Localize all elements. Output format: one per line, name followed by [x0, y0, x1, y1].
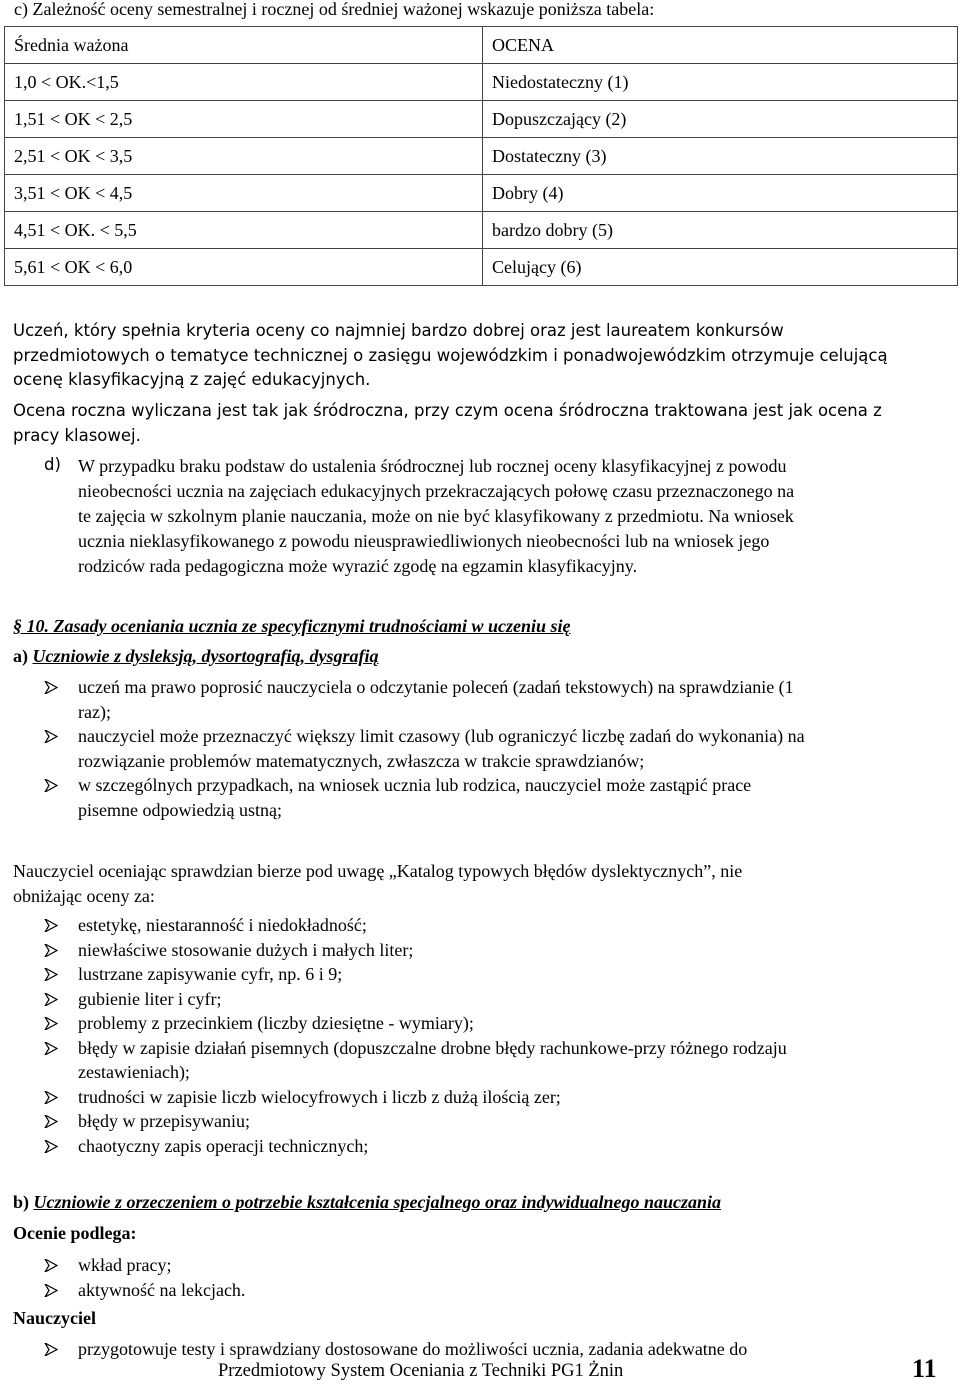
- arrow-bullet-icon: [44, 1036, 58, 1055]
- subheading-title: Uczniowie z orzeczeniem o potrzebie kształcenia specjalnego oraz indywidualnego nauczania: [33, 1192, 722, 1212]
- table-row: [5, 249, 958, 286]
- list-item: [44, 1337, 747, 1362]
- text-line: ocenę klasyfikacyjną z zajęć edukacyjnych.: [13, 370, 371, 389]
- text-line: niewłaściwe stosowanie dużych i małych liter;: [78, 939, 414, 960]
- list-item: [44, 962, 787, 987]
- list-item: [44, 724, 805, 773]
- text-line: nieobecności ucznia na zajęciach edukacyjnych przekraczających połowę czasu przeznaczonego na: [78, 481, 795, 501]
- arrow-bullet-icon: [44, 724, 58, 743]
- list-item: [44, 1134, 787, 1159]
- list-item: [44, 1278, 245, 1303]
- text-line: obniżając oceny za:: [13, 886, 155, 906]
- list-item: [44, 675, 805, 724]
- arrow-bullet-icon: [44, 1085, 58, 1104]
- teacher-duties-list: [44, 1337, 747, 1362]
- list-item: [44, 1109, 787, 1134]
- table-cell: 1,0 < OK.<1,5: [5, 64, 483, 101]
- subheading-b: [13, 1192, 721, 1213]
- table-row: [5, 138, 958, 175]
- table-header-row: [5, 27, 958, 64]
- section-title: Zasady oceniania ucznia ze specyficznymi trudnościami w uczeniu się: [53, 616, 571, 636]
- text-line: nauczyciel może przeznaczyć większy limit czasowy (lub ograniczyć liczbę zadań do wykonania) na: [78, 726, 805, 746]
- text-line: w szczególnych przypadkach, na wniosek ucznia lub rodzica, nauczyciel może zastąpić prace: [78, 775, 752, 795]
- label-nauczyciel: Nauczyciel: [13, 1308, 96, 1328]
- arrow-bullet-icon: [44, 675, 58, 694]
- text-line: lustrzane zapisywanie cyfr, np. 6 i 9;: [78, 964, 343, 984]
- text-line: błędy w przepisywaniu;: [78, 1111, 250, 1131]
- paragraph-annual-grade: [13, 399, 882, 448]
- text-line: W przypadku braku podstaw do ustalenia śródrocznej lub rocznej oceny klasyfikacyjnej z powodu: [78, 456, 787, 476]
- paragraph-teacher: [13, 859, 742, 909]
- text-line: rodziców rada pedagogiczna może wyrazić zgodę na egzamin klasyfikacyjny.: [78, 556, 638, 576]
- subheading-a: [13, 646, 379, 667]
- list-item: [44, 913, 787, 938]
- assessment-list: [44, 1253, 245, 1302]
- text-line: aktywność na lekcjach.: [78, 1279, 246, 1300]
- text-line: uczeń ma prawo poprosić nauczyciela o odczytanie poleceń (zadań tekstowych) na sprawdzianie (1: [78, 677, 794, 697]
- text-line: ucznia nieklasyfikowanego z powodu nieusprawiedliwionych nieobecności lub na wniosek jego: [78, 531, 770, 551]
- text-line: przygotowuje testy i sprawdziany dostosowane do możliwości ucznia, zadania adekwatne do: [78, 1339, 748, 1359]
- label-ocenie-podlega: Ocenie podlega:: [13, 1223, 137, 1243]
- table-cell: 5,61 < OK < 6,0: [5, 249, 483, 286]
- table-cell: bardzo dobry (5): [483, 212, 958, 249]
- page-number: 11: [912, 1354, 937, 1383]
- text-line: estetykę, niestaranność i niedokładność;: [78, 915, 367, 935]
- accommodations-list: [44, 675, 805, 822]
- arrow-bullet-icon: [44, 1011, 58, 1030]
- list-item: [44, 938, 787, 963]
- text-line: chaotyczny zapis operacji technicznych;: [78, 1135, 369, 1156]
- subheading-letter: b): [13, 1192, 30, 1212]
- table-cell: Dobry (4): [483, 175, 958, 212]
- paragraph-laureate: [13, 319, 888, 393]
- text-line: przedmiotowych o tematyce technicznej o zasięgu wojewódzkim i ponadwojewódzkim otrzymuje celującą: [13, 345, 888, 365]
- table-cell: Dostateczny (3): [483, 138, 958, 175]
- arrow-bullet-icon: [44, 773, 58, 792]
- table-row: [5, 175, 958, 212]
- text-line: zestawieniach);: [78, 1062, 190, 1082]
- table-cell: Niedostateczny (1): [483, 64, 958, 101]
- table-row: [5, 64, 958, 101]
- text-line: wkład pracy;: [78, 1255, 172, 1275]
- table-cell: Dopuszczający (2): [483, 101, 958, 138]
- list-item: [44, 1036, 787, 1085]
- text-line: pisemne odpowiedzią ustną;: [78, 799, 282, 820]
- table-row: [5, 101, 958, 138]
- text-line: raz);: [78, 701, 111, 722]
- arrow-bullet-icon: [44, 1109, 58, 1128]
- list-item: [44, 987, 787, 1012]
- arrow-bullet-icon: [44, 987, 58, 1006]
- table-cell: 3,51 < OK < 4,5: [5, 175, 483, 212]
- section-heading-10: [13, 616, 571, 637]
- arrow-bullet-icon: [44, 962, 58, 981]
- text-line: gubienie liter i cyfr;: [78, 988, 222, 1009]
- list-item: [44, 773, 805, 822]
- table-header-cell: OCENA: [483, 27, 958, 64]
- arrow-bullet-icon: [44, 1134, 58, 1153]
- list-marker-d: d): [44, 455, 61, 474]
- arrow-bullet-icon: [44, 913, 58, 932]
- subheading-title: Uczniowie z dysleksją, dysortografią, dysgrafią: [32, 646, 379, 666]
- list-item: [44, 1085, 787, 1110]
- text-line: błędy w zapisie działań pisemnych (dopuszczalne drobne błędy rachunkowe-przy różnego rodzaju: [78, 1037, 787, 1058]
- paragraph-d: [78, 454, 794, 579]
- text-line: trudności w zapisie liczb wielocyfrowych i liczb z dużą ilością zer;: [78, 1086, 561, 1107]
- text-line: problemy z przecinkiem (liczby dziesiętne - wymiary);: [78, 1013, 474, 1033]
- grade-table: [4, 26, 958, 286]
- table-cell: 2,51 < OK < 3,5: [5, 138, 483, 175]
- text-line: Nauczyciel oceniając sprawdzian bierze pod uwagę „Katalog typowych błędów dyslektycznych”, nie: [13, 861, 743, 881]
- arrow-bullet-icon: [44, 1278, 58, 1297]
- text-line: Uczeń, który spełnia kryteria oceny co najmniej bardzo dobrej oraz jest laureatem konkursów: [13, 321, 784, 340]
- text-line: rozwiązanie problemów matematycznych, zwłaszcza w trakcie sprawdzianów;: [78, 750, 645, 771]
- table-cell: Celujący (6): [483, 249, 958, 286]
- text-line: Ocena roczna wyliczana jest tak jak śródroczna, przy czym ocena śródroczna traktowana jest jak ocena z: [13, 401, 882, 420]
- text-line: pracy klasowej.: [13, 425, 141, 445]
- table-cell: 1,51 < OK < 2,5: [5, 101, 483, 138]
- arrow-bullet-icon: [44, 1337, 58, 1356]
- table-row: [5, 212, 958, 249]
- arrow-bullet-icon: [44, 1253, 58, 1272]
- list-item: [44, 1253, 245, 1278]
- paragraph-mark: §: [13, 616, 22, 636]
- intro-line: c) Zależność oceny semestralnej i rocznej od średniej ważonej wskazuje poniższa tabela:: [14, 0, 655, 19]
- dyslexia-errors-list: [44, 913, 787, 1158]
- text-line: te zajęcia w szkolnym planie nauczania, może on nie być klasyfikowany z przedmiotu. Na wniosek: [78, 506, 794, 526]
- subheading-letter: a): [13, 646, 28, 666]
- list-item: [44, 1011, 787, 1036]
- arrow-bullet-icon: [44, 938, 58, 957]
- table-header-cell: Średnia ważona: [5, 27, 483, 64]
- table-cell: 4,51 < OK. < 5,5: [5, 212, 483, 249]
- section-number: 10.: [26, 616, 49, 636]
- page-footer: Przedmiotowy System Oceniania z Techniki PG1 Żnin: [218, 1361, 624, 1381]
